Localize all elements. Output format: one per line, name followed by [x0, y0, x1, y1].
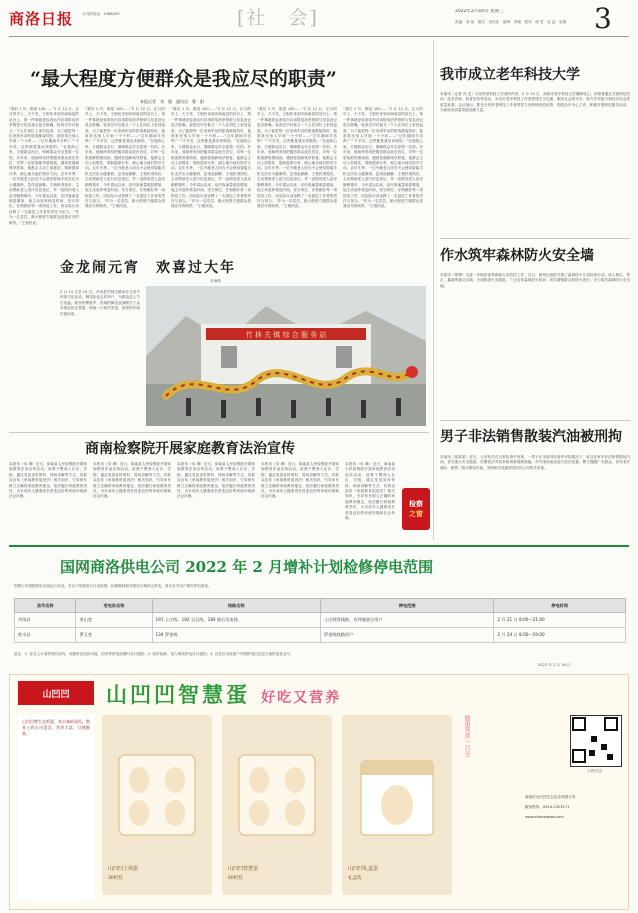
outage-table: [14, 598, 626, 643]
divider: [440, 238, 630, 239]
ad-slogan-text: 健康营养一百分: [463, 715, 470, 757]
right-article-1-body: 本报讯（记者 肖 龙）为发挥老科技工作者的作用，2 月 15 日，商洛市老年科技大学揭牌成立。该校将通过开展科技培训、技术咨询、科普宣传等活动，为全市老年科技工作者搭建学习交流、服务社会的平台，助力乡村振兴和经济社会高质量发展。会议指出，要充分发挥老科技工作者的智力优势和经验优势，围绕全市中心工作，积极开展科技服务活动，为商洛高质量发展贡献力量。: [440, 92, 630, 113]
newspaper-logo: 商洛日报: [9, 10, 74, 28]
product-price: 礼盒装: [348, 876, 362, 881]
page-number: 3: [594, 2, 612, 35]
ad-product-1: [102, 715, 212, 895]
qr-label: 扫码关注: [587, 769, 603, 773]
product-name: 山凹凹礼盒蛋: [348, 866, 379, 872]
badge-bottom-text: 之窗: [409, 510, 423, 518]
main-article-byline: 本报记者 刘 媛 通讯员 曹 阳: [140, 99, 204, 104]
ad-headline-sub: 好吃又营养: [261, 690, 342, 706]
ad-headline: [106, 679, 341, 709]
column-header: 线路名称: [152, 599, 320, 613]
table-cell: 2 月 21 日 8:00—21:00: [494, 613, 626, 628]
issue-date: 2022年2月16日 星期三: [455, 9, 504, 14]
section-name: [237, 3, 319, 30]
main-article-col-3: “我们 1 号，都是 100……”2 月 12 日，正月的早上，天不亮，王相民来到市商南县的站台上，第一件事就是检查站内各项防疫消杀物资与信息登记是否准确，检查完毕后他又一个人在岗位上来回巡查，为了能把每一位来到车站的旅客都接待好，他常常比别人早到一个小时……“过年期间辛苦吗？”“不辛苦，这些都是我应该做的。”在他的心里，方便群众出行、保障群众安全是第一位的。多年来，他始终坚持把服务群众放在首位，对每一位旅客都热情周到，遇到老弱病残孕旅客，他都会主动上前搀扶，帮助提拿行李，耐心地为他们指引方向。去年冬季，一位外地老人因为不会使用智能手机无法出示健康码，急得直跺脚，王相民得知后，主动帮助老人进行信息登记，并一直陪同老人直至顺利乘车。今年春运以来，站内客流量明显增加，他主动放弃休息时间，坚守岗位，仔细做好每一项防疫工作，用实际行动诠释了一名基层工作者的责任与担当。“作为一名党员，最大程度方便群众是我应尽的职责。”王相民说。: [171, 107, 251, 209]
right-article-2-body: 本报讯（郭锋）为进一步做好春季森林火灾防控工作，近日，商州区组织开展了森林防火专项检查行动，深入林区、景区、墓地等重点区域，全面排查火灾隐患，广泛宣传森林防火知识，切实增强群众的防火意识，全力筑牢森林防火安全墙。: [440, 273, 630, 288]
ad-slogan: [462, 715, 512, 775]
divider: [440, 420, 630, 421]
main-article-col-2: “我们 1 号，都是 100……”2 月 12 日，正月的早上，天不亮，王相民来到市商南县的站台上，第一件事就是检查站内各项防疫消杀物资与信息登记是否准确，检查完毕后他又一个人在岗位上来回巡查，为了能把每一位来到车站的旅客都接待好，他常常比别人早到一个小时……“过年期间辛苦吗？”“不辛苦，这些都是我应该做的。”在他的心里，方便群众出行、保障群众安全是第一位的。多年来，他始终坚持把服务群众放在首位，对每一位旅客都热情周到，遇到老弱病残孕旅客，他都会主动上前搀扶，帮助提拿行李，耐心地为他们指引方向。去年冬季，一位外地老人因为不会使用智能手机无法出示健康码，急得直跺脚，王相民得知后，主动帮助老人进行信息登记，并一直陪同老人直至顺利乘车。今年春运以来，站内客流量明显增加，他主动放弃休息时间，坚守岗位，仔细做好每一项防疫工作，用实际行动诠释了一名基层工作者的责任与担当。“作为一名党员，最大程度方便群众是我应尽的职责。”王相民说。: [85, 107, 165, 209]
table-cell: 罗玉变: [76, 628, 152, 643]
photo-story-credit: 宋雨萌: [210, 279, 221, 283]
table-cell: 134 罗金线: [152, 628, 320, 643]
photo-story-title: 金龙闹元宵 欢喜过大年: [60, 260, 236, 276]
middle-article-col-4: 本报讯（吴 琳）近日，商南县人民检察院开展家庭教育法治宣传活动，检察干警深入社区、学校，通过发放宣传资料、现场讲解等方式，向群众宣传《家庭教育促进法》相关知识，引导家长树立正确的家庭教育理念，依法履行家庭教育责任，为未成年人健康成长营造良好的家庭环境和社会环境。: [261, 462, 339, 499]
hotline-number: 2388259: [103, 12, 120, 16]
right-article-2-title: 作水筑牢森林防火安全墙: [440, 248, 594, 264]
table-cell: 罗金线线路用户: [320, 628, 493, 643]
header-rule: [9, 36, 629, 37]
outage-date: 2022 年 2 月 16 日: [538, 663, 571, 667]
ad-body-text: 山凹凹牌生态鸡蛋，来自秦岭深处，散养土鸡自由觅食，营养丰富，口感醇香。: [22, 719, 90, 736]
table-cell: 丹凤县: [15, 613, 76, 628]
table-cell: 柞水县: [15, 628, 76, 643]
egg-gift-box-icon: [357, 745, 437, 845]
hotline-label: 专刊部电话：: [82, 12, 104, 16]
table-cell: 黑山变: [76, 613, 152, 628]
product-name: 山凹凹土鸡蛋: [108, 866, 139, 872]
ad-product-3: [342, 715, 452, 895]
middle-article-title: 商南检察院开展家庭教育法治宣传: [85, 441, 295, 457]
column-header: 县市名称: [15, 599, 76, 613]
column-header: 变电站名称: [76, 599, 152, 613]
window: [336, 346, 352, 368]
badge-top-text: 检察: [409, 500, 423, 508]
bracket-left: [: [237, 7, 247, 29]
hotline: [82, 12, 162, 17]
qr-code-icon: [571, 716, 619, 764]
ad-company: 商洛市山凹凹生态农业有限公司: [525, 795, 576, 799]
table-row: [15, 628, 626, 643]
product-price: 60枚装: [228, 876, 243, 881]
egg-carton-icon: [237, 745, 317, 845]
main-article-col-5: “我们 1 号，都是 100……”2 月 12 日，正月的早上，天不亮，王相民来到市商南县的站台上，第一件事就是检查站内各项防疫消杀物资与信息登记是否准确，检查完毕后他又一个人在岗位上来回巡查，为了能把每一位来到车站的旅客都接待好，他常常比别人早到一个小时……“过年期间辛苦吗？”“不辛苦，这些都是我应该做的。”在他的心里，方便群众出行、保障群众安全是第一位的。多年来，他始终坚持把服务群众放在首位，对每一位旅客都热情周到，遇到老弱病残孕旅客，他都会主动上前搀扶，帮助提拿行李，耐心地为他们指引方向。去年冬季，一位外地老人因为不会使用智能手机无法出示健康码，急得直跺脚，王相民得知后，主动帮助老人进行信息登记，并一直陪同老人直至顺利乘车。今年春运以来，站内客流量明显增加，他主动放弃休息时间，坚守岗位，仔细做好每一项防疫工作，用实际行动诠释了一名基层工作者的责任与担当。“作为一名党员，最大程度方便群众是我应尽的职责。”王相民说。: [343, 107, 423, 209]
main-article-col-4: “我们 1 号，都是 100……”2 月 12 日，正月的早上，天不亮，王相民来到市商南县的站台上，第一件事就是检查站内各项防疫消杀物资与信息登记是否准确，检查完毕后他又一个人在岗位上来回巡查，为了能把每一位来到车站的旅客都接待好，他常常比别人早到一个小时……“过年期间辛苦吗？”“不辛苦，这些都是我应该做的。”在他的心里，方便群众出行、保障群众安全是第一位的。多年来，他始终坚持把服务群众放在首位，对每一位旅客都热情周到，遇到老弱病残孕旅客，他都会主动上前搀扶，帮助提拿行李，耐心地为他们指引方向。去年冬季，一位外地老人因为不会使用智能手机无法出示健康码，急得直跺脚，王相民得知后，主动帮助老人进行信息登记，并一直陪同老人直至顺利乘车。今年春运以来，站内客流量明显增加，他主动放弃休息时间，坚守岗位，仔细做好每一项防疫工作，用实际行动诠释了一名基层工作者的责任与担当。“作为一名党员，最大程度方便群众是我应尽的职责。”王相民说。: [257, 107, 337, 209]
table-cell: 土庄线等线路、杏坪镇部分用户: [320, 613, 493, 628]
ad-brand-name: 山凹凹: [42, 689, 70, 700]
middle-article-col-5: 本报讯（吴 琳）近日，商南县人民检察院开展家庭教育法治宣传活动，检察干警深入社区、学校，通过发放宣传资料、现场讲解等方式，向群众宣传《家庭教育促进法》相关知识，引导家长树立正确的家庭教育理念，依法履行家庭教育责任，为未成年人健康成长营造良好的家庭环境和社会环境。: [345, 462, 395, 521]
section-label: 社 会: [246, 7, 310, 29]
dragon-head: [406, 366, 418, 378]
right-column-rule: [433, 40, 434, 540]
outage-intro: 国网公司根据供电设备运行状况，对以下线路进行计划检修，检修期间将对相应区域停止供电，请各有关用户做好停电准备。: [14, 584, 212, 588]
qr-code: [570, 715, 622, 767]
table-row: [15, 613, 626, 628]
dragon-dance-photo: [146, 286, 426, 426]
outage-note: 备注：1. 在以上计划停电时间内，有随时送电的可能，因用等停电改期时另行通知；2. 临时检修、电力事故停电另行通知；3. 各县区用电客户详细停电信息见当地供电营业厅。: [14, 652, 294, 656]
middle-article-col-2: 本报讯（吴 琳）近日，商南县人民检察院开展家庭教育法治宣传活动，检察干警深入社区、学校，通过发放宣传资料、现场讲解等方式，向群众宣传《家庭教育促进法》相关知识，引导家长树立正确的家庭教育理念，依法履行家庭教育责任，为未成年人健康成长营造良好的家庭环境和社会环境。: [93, 462, 171, 499]
egg-advertisement: [9, 674, 629, 910]
ad-egg-illustration: [18, 715, 94, 901]
ad-product-2: [222, 715, 332, 895]
ad-hotline: 服务热线：0914-2323171: [525, 805, 570, 809]
window: [221, 346, 237, 368]
ad-brand-logo: [18, 681, 94, 705]
middle-article-col-1: 本报讯（吴 琳）近日，商南县人民检察院开展家庭教育法治宣传活动，检察干警深入社区、学校，通过发放宣传资料、现场讲解等方式，向群众宣传《家庭教育促进法》相关知识，引导家长树立正确的家庭教育理念，依法履行家庭教育责任，为未成年人健康成长营造良好的家庭环境和社会环境。: [9, 462, 87, 499]
editors: 责编：刘 怡 版式：田佳佳 编审：李媛 校对：戚 雪 总 监：吴康: [455, 20, 567, 24]
gate-sign: 竹 林 关 镇 综 合 服 务 站: [245, 331, 327, 339]
right-article-3-body: 本报讯（周某某）近日，公安机关在日常检查中发现，一男子在未取得经营许可的情况下，私自在家中非法销售散装汽油，存在重大安全隐患。民警依法对其采取刑事强制措施，并对现场油品进行依法处置。警方提醒广大群众，切勿非法储存、销售、购买散装汽油，发现相关线索请及时向公安机关举报。: [440, 455, 630, 470]
masthead: [0, 0, 638, 40]
table-cell: 191 土庄线、192 宝石线、184 鼓石发电线: [152, 613, 320, 628]
bracket-right: ]: [309, 7, 319, 29]
main-article-col-1: “我们 1 号，都是 100……”2 月 12 日，正月的早上，天不亮，王相民来到市商南县的站台上，第一件事就是检查站内各项防疫消杀物资与信息登记是否准确，检查完毕后他又一个人在岗位上来回巡查，为了能把每一位来到车站的旅客都接待好，他常常比别人早到一个小时……“过年期间辛苦吗？”“不辛苦，这些都是我应该做的。”在他的心里，方便群众出行、保障群众安全是第一位的。多年来，他始终坚持把服务群众放在首位，对每一位旅客都热情周到，遇到老弱病残孕旅客，他都会主动上前搀扶，帮助提拿行李，耐心地为他们指引方向。去年冬季，一位外地老人因为不会使用智能手机无法出示健康码，急得直跺脚，王相民得知后，主动帮助老人进行信息登记，并一直陪同老人直至顺利乘车。今年春运以来，站内客流量明显增加，他主动放弃休息时间，坚守岗位，仔细做好每一项防疫工作，用实际行动诠释了一名基层工作者的责任与担当。“作为一名党员，最大程度方便群众是我应尽的职责。”王相民说。: [9, 107, 79, 225]
egg-carton-icon: [117, 745, 197, 845]
ad-headline-main: 山凹凹智慧蛋: [106, 682, 250, 707]
right-article-1-title: 我市成立老年科技大学: [440, 67, 580, 83]
ad-website: www.shanaowao.com: [525, 815, 564, 819]
table-cell: 2 月 24 日 8:00—19:00: [494, 628, 626, 643]
product-price: 30枚装: [108, 876, 123, 881]
column-header: 停电范围: [320, 599, 493, 613]
right-article-3-title: 男子非法销售散装汽油被刑拘: [440, 429, 622, 445]
photo-story-caption: 2 月 14 日至 15 日，丹凤县竹林关镇举办元宵节民俗文化活动，舞龙队伍走村串户，为群众送上节日祝福，欢快的锣鼓声、热闹的舞龙表演吸引了众多群众驻足观看，现场一片欢声笑语，浓浓的年味扑面而来。: [60, 290, 140, 316]
divider: [9, 545, 629, 547]
outage-title: 国网商洛供电公司 2022 年 2 月增补计划检修停电范围: [60, 558, 434, 576]
outage-table-header: [15, 599, 626, 613]
divider: [9, 432, 429, 433]
middle-article-col-3: 本报讯（吴 琳）近日，商南县人民检察院开展家庭教育法治宣传活动，检察干警深入社区、学校，通过发放宣传资料、现场讲解等方式，向群众宣传《家庭教育促进法》相关知识，引导家长树立正确的家庭教育理念，依法履行家庭教育责任，为未成年人健康成长营造良好的家庭环境和社会环境。: [177, 462, 255, 499]
main-article-title: “最大程度方便群众是我应尽的职责”: [30, 68, 337, 90]
product-name: 山凹凹智慧蛋: [228, 866, 259, 872]
procuratorate-badge: [402, 488, 430, 530]
column-header: 停电时间: [494, 599, 626, 613]
